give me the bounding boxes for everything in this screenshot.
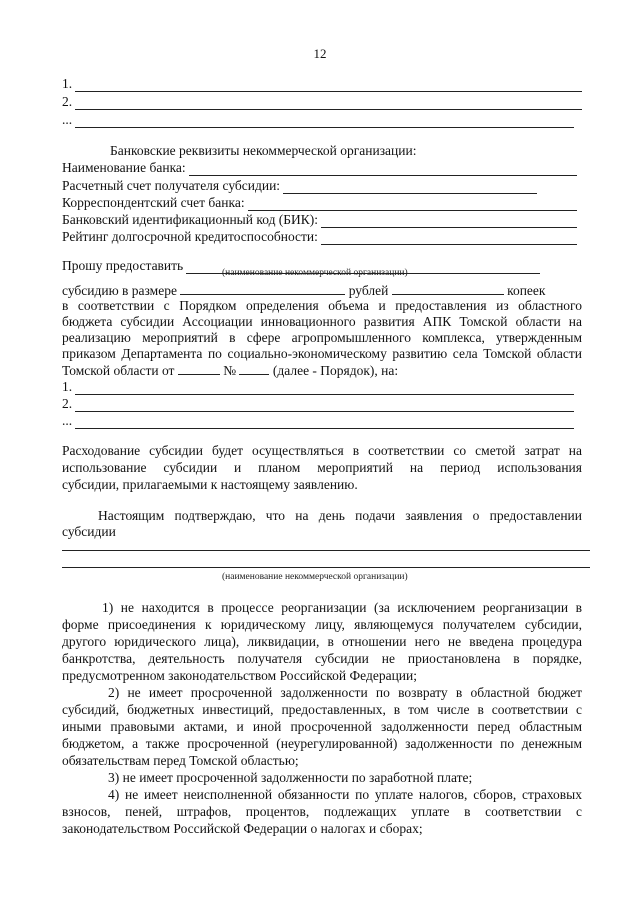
order-suffix: (далее - Порядок), на: xyxy=(272,363,399,378)
condition-1-line-4: банкротства, деятельность получателя субсидии не приостановлена в порядке, xyxy=(62,651,582,666)
bik-field[interactable] xyxy=(321,215,577,228)
request-line-2: бюджета субсидии Ассоциации инновационного развития АПК Томской области на xyxy=(62,314,582,329)
list-marker: 2. xyxy=(62,94,73,109)
amount-prefix: субсидию в размере xyxy=(62,283,177,298)
order-number-field[interactable] xyxy=(239,362,269,375)
condition-2-line-2: субсидий, бюджетных инвестиций, предоставленных, в том числе в соответствии с xyxy=(62,702,582,717)
condition-2-line-1: 2) не имеет просроченной задолженности по возврату в областной бюджет xyxy=(108,685,582,700)
list-marker: 1. xyxy=(62,379,73,394)
org-name-line-2[interactable] xyxy=(62,567,590,568)
page-number: 12 xyxy=(313,46,327,61)
bank-name-label: Наименование банка: xyxy=(62,160,186,175)
request-ellipsis xyxy=(62,413,574,429)
condition-3-line-1: 3) не имеет просроченной задолженности по заработной плате; xyxy=(108,770,473,785)
spending-line-2: использование субсидии и планом мероприятий на период использования xyxy=(62,460,582,475)
top-list-item-1 xyxy=(62,76,582,92)
request-prefix: Прошу предоставить xyxy=(62,258,184,273)
top-list-ellipsis xyxy=(62,112,574,128)
bik-label: Банковский идентификационный код (БИК): xyxy=(62,212,319,227)
org-name-line-1[interactable] xyxy=(62,550,590,551)
list-marker: ... xyxy=(62,112,73,127)
bank-name-row xyxy=(62,160,577,176)
bank-heading: Банковские реквизиты некоммерческой организации: xyxy=(110,143,417,158)
corr-account-row xyxy=(62,195,577,211)
rating-label: Рейтинг долгосрочной кредитоспособности: xyxy=(62,229,318,244)
condition-1-line-2: форме присоединения к юридическому лицу, являющемуся получателем субсидии, xyxy=(62,617,582,632)
request-line-5 xyxy=(62,362,582,379)
confirm-line-2: субсидии xyxy=(62,524,116,539)
amount-row xyxy=(62,282,582,299)
condition-4-line-2: взносов, пеней, штрафов, процентов, подлежащих уплате в соответствии с xyxy=(62,804,582,819)
confirm-line-1: Настоящим подтверждаю, что на день подачи заявления о предоставлении xyxy=(98,508,582,523)
list-marker: 2. xyxy=(62,396,73,411)
condition-4-line-1: 4) не имеет неисполненной обязанности по уплате налогов, сборов, страховых xyxy=(108,787,582,802)
rubles-field[interactable] xyxy=(180,282,345,295)
bik-row xyxy=(62,212,577,228)
request-item-1 xyxy=(62,379,574,395)
account-row xyxy=(62,178,537,194)
order-number-label: № xyxy=(223,363,237,378)
condition-2-line-3: иными правовыми актами, и иной просроченной задолженности перед областным xyxy=(62,719,582,734)
fill-line[interactable] xyxy=(75,382,574,395)
kopecks-field[interactable] xyxy=(392,282,504,295)
request-line-4: приказом Департамента по социально-экономическому развитию села Томской области xyxy=(62,346,582,361)
corr-account-label: Корреспондентский счет банка: xyxy=(62,195,245,210)
account-label: Расчетный счет получателя субсидии: xyxy=(62,178,281,193)
fill-line[interactable] xyxy=(75,416,574,429)
confirm-org-caption: (наименование некоммерческой организации) xyxy=(222,572,408,582)
condition-1-line-5: предусмотренном законодательством Российской Федерации; xyxy=(62,668,418,683)
corr-account-field[interactable] xyxy=(248,198,577,211)
request-line-1: в соответствии с Порядком определения объема и предоставления из областного xyxy=(62,298,582,313)
list-marker: ... xyxy=(62,413,73,428)
condition-4-line-3: законодательством Российской Федерации о налогах и сборах; xyxy=(62,821,423,836)
kopecks-label: копеек xyxy=(507,283,546,298)
rating-field[interactable] xyxy=(321,232,577,245)
spending-line-1: Расходование субсидии будет осуществляться в соответствии со сметой затрат на xyxy=(62,443,582,458)
bank-name-field[interactable] xyxy=(189,163,577,176)
rating-row xyxy=(62,229,577,245)
fill-line[interactable] xyxy=(75,399,574,412)
request-line-3: реализацию мероприятий в сфере агропромышленного комплекса, утвержденным xyxy=(62,330,582,345)
fill-line[interactable] xyxy=(75,115,574,128)
condition-1-line-1: 1) не находится в процессе реорганизации (за исключением реорганизации в xyxy=(102,600,582,615)
condition-2-line-5: обязательствам перед Томской областью; xyxy=(62,753,299,768)
org-caption: (наименование некоммерческой организации) xyxy=(222,268,408,278)
condition-2-line-4: бюджетом, а также просроченной (неурегулированной) задолженности по денежным xyxy=(62,736,582,751)
request-item-2 xyxy=(62,396,574,412)
order-date-label: Томской области от xyxy=(62,363,175,378)
fill-line[interactable] xyxy=(75,97,582,110)
condition-1-line-3: другого юридического лица), ликвидации, в отношении него не введена процедура xyxy=(62,634,582,649)
list-marker: 1. xyxy=(62,76,73,91)
spending-line-3: субсидии, прилагаемыми к настоящему заявлению. xyxy=(62,477,358,492)
order-date-field[interactable] xyxy=(178,362,220,375)
account-field[interactable] xyxy=(283,181,537,194)
fill-line[interactable] xyxy=(75,79,582,92)
top-list-item-2 xyxy=(62,94,582,110)
rubles-label: рублей xyxy=(348,283,389,298)
